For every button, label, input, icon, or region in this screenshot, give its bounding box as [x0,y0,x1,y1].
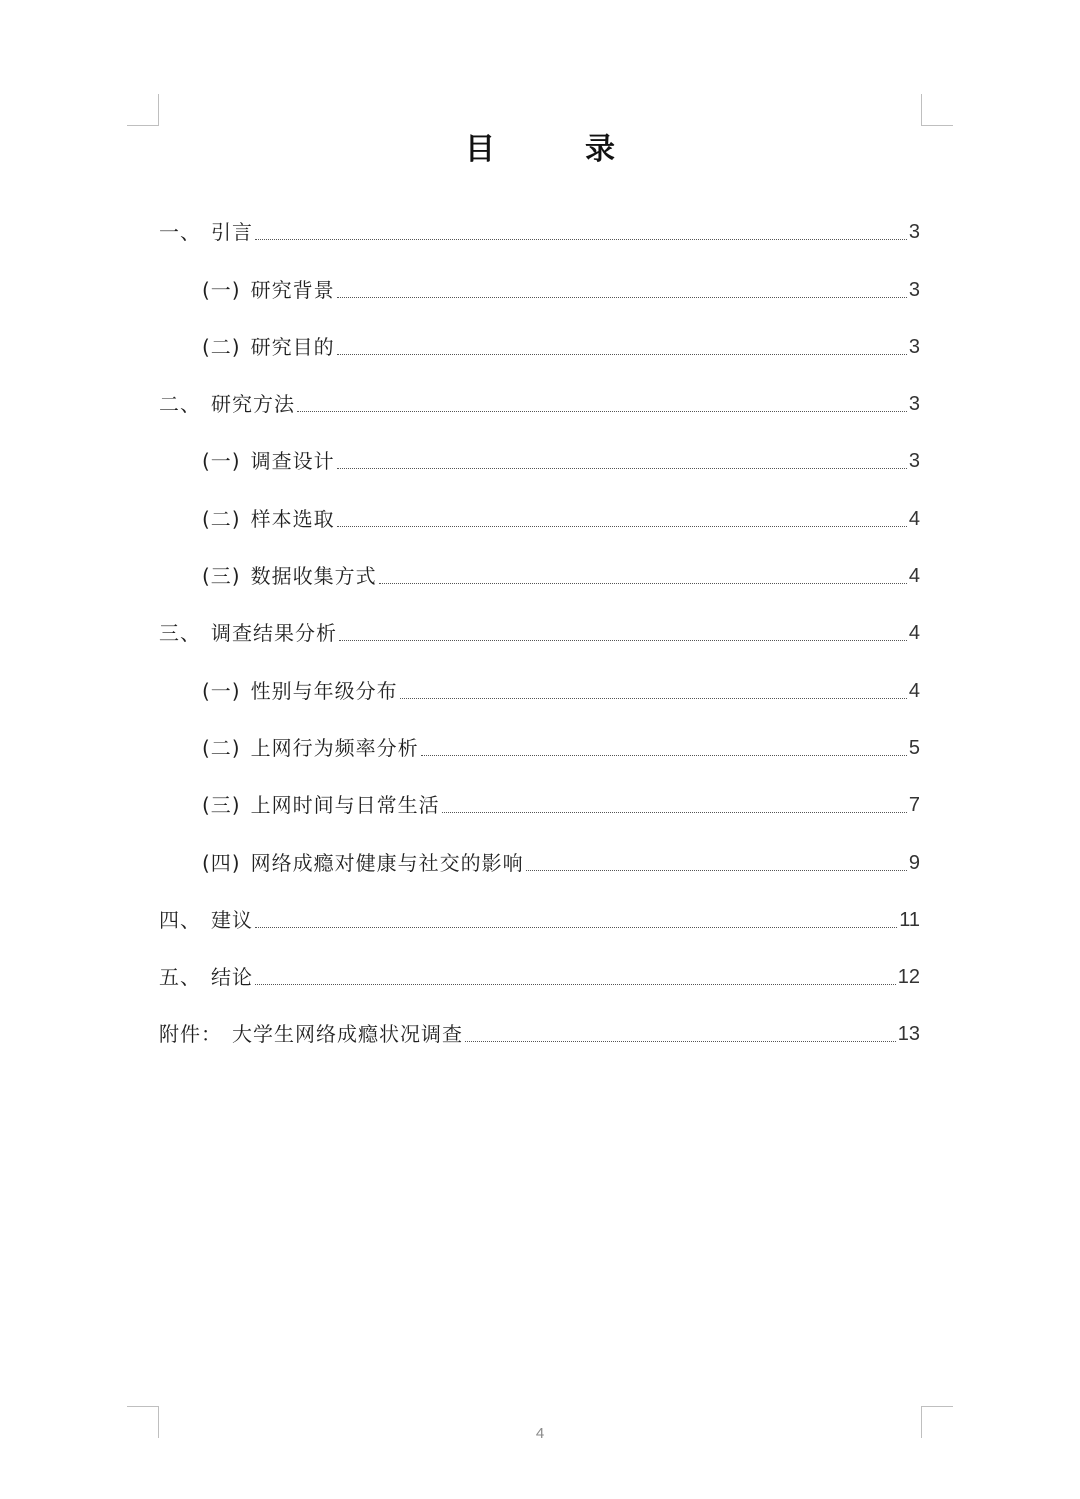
crop-mark-top-left-v [158,94,159,126]
toc-entry-text: 调查结果分析 [211,621,337,646]
toc-entry-number: (一) [202,449,241,474]
toc-dot-leader [400,698,907,699]
toc-entry-number: (二) [202,334,241,359]
toc-entry-text: 数据收集方式 [250,564,377,589]
toc-entry-text: 结论 [211,965,253,990]
toc-entry-text: 建议 [211,907,253,932]
toc-entry-text: 性别与年级分布 [250,678,398,703]
toc-entry-text: 研究方法 [211,392,295,417]
toc-entry-label [159,448,335,474]
toc-entry-label [159,907,253,933]
toc-dot-leader [339,640,907,641]
toc-entry-number: 二、 [159,392,201,417]
toc-entry[interactable] [159,360,920,417]
toc-entry-page: 7 [908,794,920,817]
toc-entry-number: (二) [202,506,241,531]
crop-mark-top-right-v [921,94,922,126]
toc-dot-leader [297,411,907,412]
toc-dot-leader [255,984,896,985]
toc-entry-page: 3 [908,278,920,301]
toc-dot-leader [337,297,907,298]
toc-entry-number: (二) [202,735,241,760]
toc-entry-label [159,563,377,589]
toc-entry-label [159,334,335,360]
crop-mark-bottom-left-h [127,1406,159,1407]
toc-entry[interactable] [159,818,920,875]
toc-entry-text: 研究背景 [250,277,335,302]
toc-dot-leader [465,1041,896,1042]
crop-mark-top-right-h [921,125,953,126]
toc-entry-page: 3 [908,450,920,473]
toc-dot-leader [255,239,907,240]
toc-entry-page: 12 [897,966,920,989]
toc-entry-page: 3 [908,393,920,416]
toc-entry-text: 上网时间与日常生活 [250,793,440,818]
toc-dot-leader [255,927,897,928]
toc-entry-page: 4 [908,565,920,588]
toc-entry[interactable] [159,589,920,646]
toc-entry-page: 4 [908,622,920,645]
toc-dot-leader [337,526,907,527]
toc-entry-page: 13 [897,1023,920,1046]
toc-entry-text: 大学生网络成瘾状况调查 [232,1022,463,1047]
toc-dot-leader [337,468,907,469]
toc-entry-label [159,792,440,818]
toc-entry-label [159,735,419,761]
toc-entry-label [159,678,398,704]
toc-entry-label [159,277,335,303]
toc-entry-text: 上网行为频率分析 [250,735,419,760]
toc-entry-text: 研究目的 [250,334,335,359]
toc-dot-leader [379,583,907,584]
toc-entry-label [159,219,253,245]
toc-entry[interactable] [159,188,920,245]
toc-entry-number: (四) [202,850,241,875]
toc-entry-number: (一) [202,678,241,703]
toc-entry-text: 调查设计 [250,449,335,474]
toc-entry-page: 4 [908,679,920,702]
toc-entry-number: 四、 [159,907,201,932]
toc-entry-label [159,850,524,876]
toc-entry-number: 附件： [159,1022,222,1047]
toc-entry[interactable] [159,417,920,474]
toc-title: 目 录 [465,132,645,167]
toc-entry-text: 网络成瘾对健康与社交的影响 [250,850,524,875]
page-number: 4 [535,1425,545,1442]
toc-entry[interactable] [159,876,920,933]
toc-dot-leader [421,755,907,756]
toc-entry-number: (一) [202,277,241,302]
toc-entry[interactable] [159,990,920,1047]
toc-entry-text: 引言 [211,220,253,245]
toc-entry-label [159,1021,463,1047]
toc-entry-page: 11 [899,908,920,931]
toc-dot-leader [526,870,907,871]
toc-entry-number: (三) [202,793,241,818]
toc-entry[interactable] [159,933,920,990]
table-of-contents [159,188,920,1047]
toc-entry[interactable] [159,646,920,703]
toc-dot-leader [337,354,907,355]
toc-entry-number: 一、 [159,220,201,245]
toc-entry-label [159,964,253,990]
toc-entry-number: 三、 [159,621,201,646]
toc-entry-label [159,620,337,646]
toc-entry-label [159,506,335,532]
toc-entry-page: 4 [908,507,920,530]
toc-entry[interactable] [159,245,920,302]
toc-entry[interactable] [159,474,920,531]
crop-mark-bottom-right-h [921,1406,953,1407]
toc-entry[interactable] [159,303,920,360]
crop-mark-top-left-h [127,125,159,126]
toc-entry-number: 五、 [159,965,201,990]
toc-entry[interactable] [159,532,920,589]
toc-entry-text: 样本选取 [250,506,335,531]
toc-dot-leader [442,812,907,813]
toc-entry-page: 3 [908,221,920,244]
toc-entry-label [159,391,295,417]
toc-entry-page: 3 [908,335,920,358]
toc-entry[interactable] [159,761,920,818]
toc-entry[interactable] [159,704,920,761]
toc-entry-page: 5 [908,736,920,759]
toc-entry-number: (三) [202,564,241,589]
toc-entry-page: 9 [908,851,920,874]
